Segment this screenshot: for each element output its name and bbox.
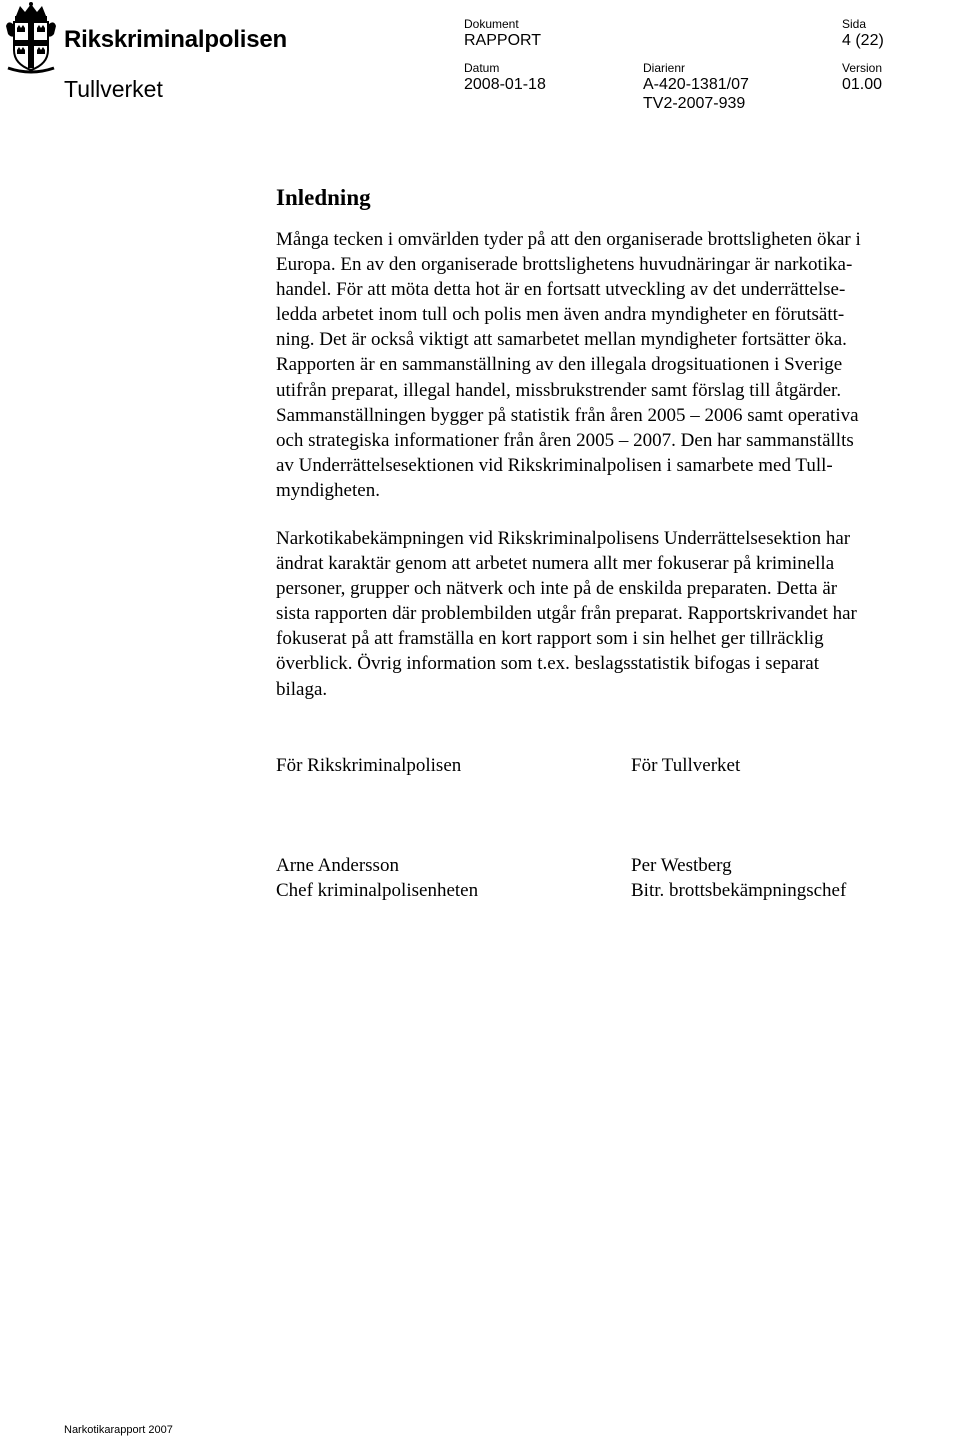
paragraph-line: personer, grupper och nätverk och inte på de enskilda preparaten. Detta är [276, 578, 838, 600]
paragraph-line: Narkotikabekämpningen vid Rikskriminalpolisens Underrättelsesektion har [276, 528, 851, 549]
document-type-label: Dokument [464, 17, 519, 31]
signature-left-organization: För Rikskriminalpolisen [276, 755, 462, 776]
second-paragraph [276, 526, 956, 702]
paragraph-line: ändrat karaktär genom att arbetet numera allt mer fokuserar på kriminella [276, 553, 835, 575]
paragraph-line: utifrån preparat, illegal handel, missbrukstrender samt förslag till åtgärder. [276, 379, 842, 401]
signature-left-title: Chef kriminalpolisenheten [276, 880, 479, 901]
paragraph-line: ledda arbetet inom tull och polis men även andra myndigheter en förutsätt- [276, 304, 845, 326]
paragraph-line: Många tecken i omvärlden tyder på att den organiserade brottsligheten ökar i [276, 229, 861, 250]
paragraph-line: handel. För att möta detta hot är en fortsatt utveckling av det underrättelse- [276, 279, 846, 301]
section-heading: Inledning [276, 185, 371, 210]
paragraph-line: myndigheten. [276, 479, 380, 501]
registration-number-primary: A-420-1381/07 [643, 76, 749, 93]
paragraph-line: Europa. En av den organiserade brottslighetens huvudnäringar är narkotika- [276, 254, 853, 276]
page-label: Sida [842, 17, 867, 31]
date-label: Datum [464, 61, 500, 75]
paragraph-line: Sammanställningen bygger på statistik från åren 2005 – 2006 samt operativa [276, 404, 859, 426]
organization-name: Rikskriminalpolisen [64, 26, 287, 53]
paragraph-line: av Underrättelsesektionen vid Rikskriminalpolisen i samarbete med Tull- [276, 454, 833, 476]
swedish-crown-crest-icon [4, 2, 58, 74]
paragraph-line: fokuserat på att framställa en kort rapport som i sin helhet ger tillräcklig [276, 628, 824, 650]
intro-paragraph [276, 227, 956, 503]
footer-text: Narkotikarapport 2007 [64, 1424, 173, 1436]
paragraph-line: bilaga. [276, 678, 328, 700]
document-type-value: RAPPORT [464, 32, 542, 49]
signature-right-title: Bitr. brottsbekämpningschef [631, 880, 847, 901]
registration-number-secondary: TV2-2007-939 [643, 95, 746, 112]
version-label: Version [842, 61, 883, 75]
registration-number-label: Diarienr [643, 61, 686, 75]
paragraph-line: ning. Det är också viktigt att samarbetet mellan myndigheter fortsätter öka. [276, 329, 847, 351]
version-value: 01.00 [842, 76, 883, 93]
agency-name: Tullverket [64, 76, 163, 102]
paragraph-line: överblick. Övrig information som t.ex. beslagsstatistik bifogas i separat [276, 653, 819, 675]
page-number: 4 (22) [842, 32, 884, 49]
date-value: 2008-01-18 [464, 76, 546, 93]
paragraph-line: sista rapporten där problembilden utgår från preparat. Rapportskrivandet har [276, 603, 857, 625]
paragraph-line: och strategiska informationer från åren 2005 – 2007. Den har sammanställts [276, 429, 854, 451]
signature-right-name: Per Westberg [631, 855, 732, 876]
signature-left-name: Arne Andersson [276, 855, 399, 876]
paragraph-line: Rapporten är en sammanställning av den illegala drogsituationen i Sverige [276, 354, 843, 376]
signature-right-organization: För Tullverket [631, 755, 741, 776]
